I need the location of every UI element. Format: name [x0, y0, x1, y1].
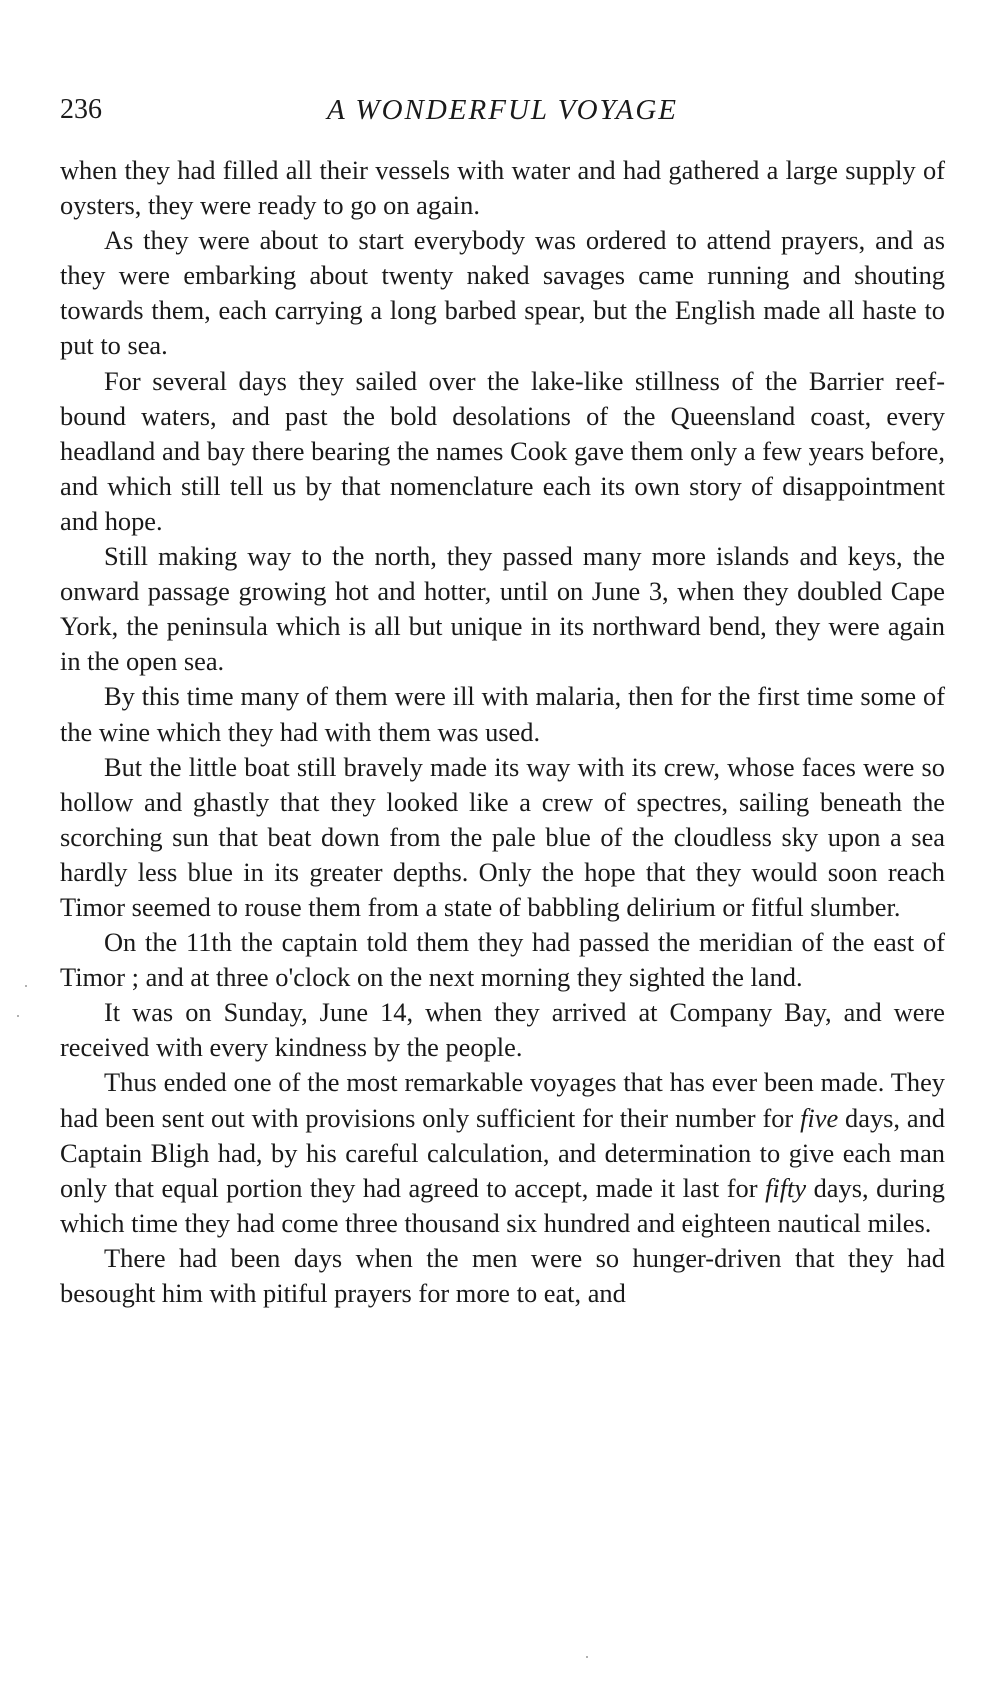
- paragraph-7: On the 11th the captain told them they had passed the meridian of the east of Timor ; and at three o'clock on the next morning they sighted the land.: [60, 927, 945, 993]
- paragraph-9-italic-five: five: [800, 1102, 839, 1133]
- paragraph-1: when they had filled all their vessels with water and had gathered a large supply of oysters, they were ready to go on again.: [60, 155, 945, 221]
- paragraph-4: Still making way to the north, they passed many more islands and keys, the onward passage growing hot and hotter, until on June 3, when they doubled Cape York, the peninsula which is all but unique in its northward bend, they were again in the open sea.: [60, 541, 945, 677]
- paragraph-3: For several days they sailed over the lake-like stillness of the Barrier reef-bound waters, and past the bold desolations of the Queensland coast, every headland and bay there bearing the names Cook gave them only a few years before, and which still tell us by that nomenclature each its own story of disappointment and hope.: [60, 365, 945, 536]
- paragraph-5: By this time many of them were ill with malaria, then for the first time some of the wine which they had with them was used.: [60, 681, 945, 747]
- paragraph-6: But the little boat still bravely made its way with its crew, whose faces were so hollow and ghastly that they looked like a crew of spectres, sailing beneath the scorching sun that beat down from the pale blue of the cloudless sky upon a sea hardly less blue in its greater depths. Only the hope that they would soon reach Timor seemed to rouse them from a state of babbling delirium or fitful slumber.: [60, 751, 945, 922]
- paragraph-9-segment: Thus ended one of the most remarkable voyages that has ever been made. They had been sent out with provisions only sufficient for their number for: [60, 1067, 945, 1133]
- paragraph-9-italic-fifty: fifty: [765, 1172, 807, 1203]
- paper-speck: [25, 985, 27, 987]
- page-number: 236: [60, 94, 102, 125]
- paragraph-9-segment: days, during which time they had come three thousand six hundred and eighteen nautical miles.: [60, 1172, 945, 1238]
- paragraph-2: As they were about to start everybody was ordered to attend prayers, and as they were embarking about twenty naked savages came running and shouting towards them, each carrying a long barbed spear, but the English made all haste to put to sea.: [60, 225, 945, 361]
- paper-speck: [586, 1656, 588, 1658]
- body-text: [60, 153, 945, 1311]
- paragraph-8: It was on Sunday, June 14, when they arrived at Company Bay, and were received with every kindness by the people.: [60, 997, 945, 1063]
- paragraph-10: There had been days when the men were so hunger-driven that they had besought him with pitiful prayers for more to eat, and: [60, 1242, 945, 1308]
- running-title: A WONDERFUL VOYAGE: [326, 94, 679, 126]
- paragraph-9-segment: days, and Captain Bligh had, by his careful calculation, and determination to give each man only that equal portion they had agreed to accept, made it last for: [60, 1102, 945, 1203]
- running-head: [60, 90, 945, 130]
- paper-speck: [17, 1015, 19, 1017]
- paragraph-9: [60, 1065, 945, 1240]
